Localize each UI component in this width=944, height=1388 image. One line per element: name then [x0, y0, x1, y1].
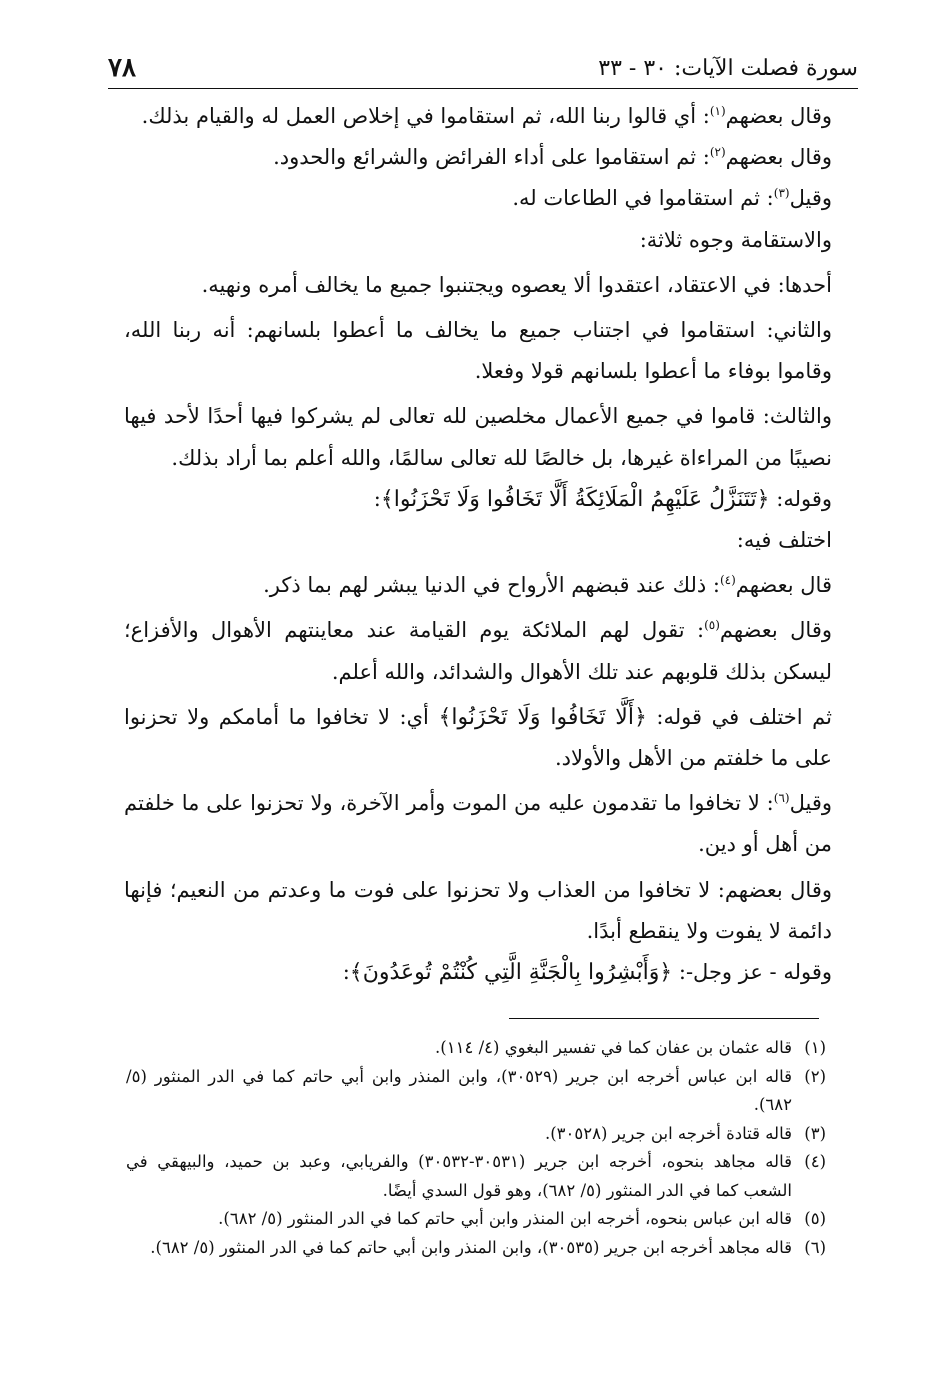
footnote-number: (٣)	[804, 1123, 826, 1143]
footnote-number: (٢)	[804, 1066, 826, 1086]
footnote-ref: (٤)	[719, 573, 736, 588]
footnote-text: قاله ابن عباس بنحوه، أخرجه ابن المنذر وابن أبي حاتم كما في الدر المنثور (٥/ ٦٨٢).	[218, 1209, 792, 1228]
paragraph: وقيل$^{(٦)}$: لا تخافوا ما تقدمون عليه من الموت وأمر الآخرة، ولا تحزنوا على ما خلفتم من أهل أو دين.	[124, 791, 832, 857]
paragraph: وقال بعضهم: لا تخافوا من العذاب ولا تحزنوا على فوت ما وعدتم من النعيم؛ فإنها دائمة لا يفوت ولا ينقطع أبدًا.	[124, 877, 832, 943]
paragraph: وقال بعضهم$^{(١)}$: أي قالوا ربنا الله، ثم استقاموا في إخلاص العمل له والقيام بذلك.	[141, 104, 832, 128]
surah-title: سورة فصلت الآيات: ٣٠ - ٣٣	[598, 55, 858, 81]
footnote	[126, 1205, 826, 1234]
footnote	[126, 1063, 826, 1120]
footnote-text: قاله قتادة أخرجه ابن جرير (٣٠٥٢٨).	[544, 1123, 792, 1143]
paragraph: ثم اختلف في قوله: ﴿أَلَّا تَخَافُوا وَلَا تَحْزَنُوا﴾ أي: لا تخافوا ما أمامكم ولا تحزنوا على ما خلفتم من الأهل والأولاد.	[124, 704, 832, 771]
page-number: ٧٨	[108, 53, 136, 83]
paragraph: أحدها: في الاعتقاد، اعتقدوا ألا يعصوه ويجتنبوا جميع ما يخالف أمره ونهيه.	[201, 272, 832, 297]
paragraph: وقيل$^{(٣)}$: ثم استقاموا في الطاعات له.	[512, 186, 832, 211]
paragraph: وقال بعضهم$^{(٢)}$: ثم استقاموا على أداء الفرائض والشرائع والحدود.	[273, 145, 832, 170]
paragraph: والثالث: قاموا في جميع الأعمال مخلصين لله تعالى لم يشركوا فيها أحدًا لأحد فيها نصيبًا من المراءاة غيرها، بل خالصًا لله تعالى سالمًا، والله أعلم بما أراد بذلك.	[124, 404, 832, 470]
footnote-text: قاله ابن عباس أخرجه ابن جرير (٣٠٥٢٩)، وابن المنذر وابن أبي حاتم كما في الدر المنثور (٥/ ٦٨٢).	[126, 1066, 792, 1114]
footnote-ref: (٦)	[773, 791, 790, 806]
footnote-ref: (٣)	[773, 186, 790, 201]
footnote-text: قاله مجاهد بنحوه، أخرجه ابن جرير (٣٠٥٣١-٣٠٥٣٢) والفريابي، وعبد بن حميد، والبيهقي في الشعب كما في الدر المنثور (٥/ ٦٨٢)، وهو قول السدي أيضًا.	[126, 1152, 792, 1200]
footnote	[126, 1034, 826, 1063]
footnote	[126, 1148, 826, 1205]
footnote	[126, 1120, 826, 1149]
main-text	[124, 96, 832, 993]
quran-verse: ﴿أَلَّا تَخَافُوا وَلَا تَحْزَنُوا﴾	[438, 704, 647, 730]
footnote	[126, 1234, 826, 1263]
quran-verse: ﴿تَتَنَزَّلُ عَلَيْهِمُ الْمَلَائِكَةُ أَلَّا تَخَافُوا وَلَا تَحْزَنُوا﴾	[380, 486, 770, 512]
paragraph: قال بعضهم$^{(٤)}$: ذلك عند قبضهم الأرواح في الدنيا يبشر لهم بما ذكر.	[263, 573, 832, 598]
quran-verse: ﴿وَأَبْشِرُوا بِالْجَنَّةِ الَّتِي كُنْتُمْ تُوعَدُونَ﴾	[349, 960, 673, 986]
footnote-number: (٤)	[804, 1152, 826, 1171]
footnote-ref: (١)	[709, 104, 726, 118]
footnote-ref: (٥)	[704, 618, 720, 633]
footnote-number: (٦)	[804, 1237, 826, 1257]
footnote-text: قاله عثمان بن عفان كما في تفسير البغوي (٤/ ١١٤).	[435, 1038, 792, 1057]
footnote-text: قاله مجاهد أخرجه ابن جرير (٣٠٥٣٥)، وابن المنذر وابن أبي حاتم كما في الدر المنثور (٥/ ٦٨٢).	[150, 1237, 792, 1257]
paragraph: اختلف فيه:	[736, 528, 832, 553]
footnotes	[126, 1034, 826, 1262]
paragraph: والثاني: استقاموا في اجتناب جميع ما يخالف ما أعطوا بلسانهم: أنه ربنا الله، وقاموا بوفاء ما أعطوا بلسانهم قولا وفعلا.	[124, 318, 832, 384]
paragraph: وقوله: ﴿تَتَنَزَّلُ عَلَيْهِمُ الْمَلَائِكَةُ أَلَّا تَخَافُوا وَلَا تَحْزَنُوا﴾:	[373, 486, 832, 512]
footnote-number: (٥)	[804, 1209, 826, 1228]
page-header	[108, 48, 858, 89]
footnote-ref: (٢)	[709, 145, 726, 160]
paragraph: وقوله - عز وجل-: ﴿وَأَبْشِرُوا بِالْجَنَّةِ الَّتِي كُنْتُمْ تُوعَدُونَ﴾:	[342, 960, 832, 986]
paragraph: والاستقامة وجوه ثلاثة:	[639, 227, 832, 252]
paragraph: وقال بعضهم$^{(٥)}$: تقول لهم الملائكة يوم القيامة عند معاينتهم الأهوال والأفزاع؛ ليسكن بذلك قلوبهم عند تلك الأهوال والشدائد، والله أعلم.	[124, 618, 832, 684]
footnote-divider	[509, 1018, 819, 1019]
footnote-number: (١)	[804, 1038, 826, 1057]
